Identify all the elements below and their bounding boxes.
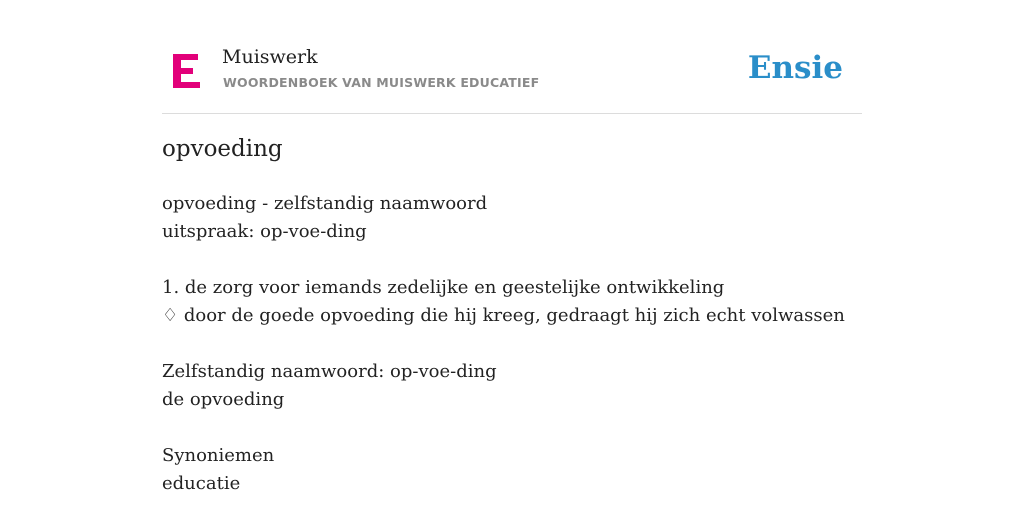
brand-subtitle: WOORDENBOEK VAN MUISWERK EDUCATIEF — [223, 75, 540, 90]
page — [162, 0, 862, 512]
entry-line-blank — [162, 246, 862, 274]
entry-line-syllables: Zelfstandig naamwoord: op-voe-ding — [162, 361, 497, 382]
entry-title: opvoeding — [162, 136, 283, 162]
entry-line-synonyms-heading: Synoniemen — [162, 445, 275, 466]
entry-line-article: de opvoeding — [162, 389, 285, 410]
ensie-logo-link[interactable]: Ensie — [747, 50, 843, 86]
header — [162, 0, 862, 114]
muiswerk-logo-icon[interactable] — [173, 54, 200, 88]
entry-line-pronunciation: uitspraak: op-voe-ding — [162, 221, 367, 242]
brand-name[interactable]: Muiswerk — [222, 46, 318, 68]
entry-line-synonym: educatie — [162, 473, 241, 494]
entry-line-definition: 1. de zorg voor iemands zedelijke en geestelijke ontwikkeling — [162, 277, 725, 298]
entry-line-blank — [162, 414, 862, 442]
entry-definition — [162, 190, 862, 498]
entry-line-word-type: opvoeding - zelfstandig naamwoord — [162, 193, 488, 214]
entry-line-blank — [162, 330, 862, 358]
entry-line-example: ♢ door de goede opvoeding die hij kreeg, gedraagt hij zich echt volwassen — [162, 305, 845, 326]
